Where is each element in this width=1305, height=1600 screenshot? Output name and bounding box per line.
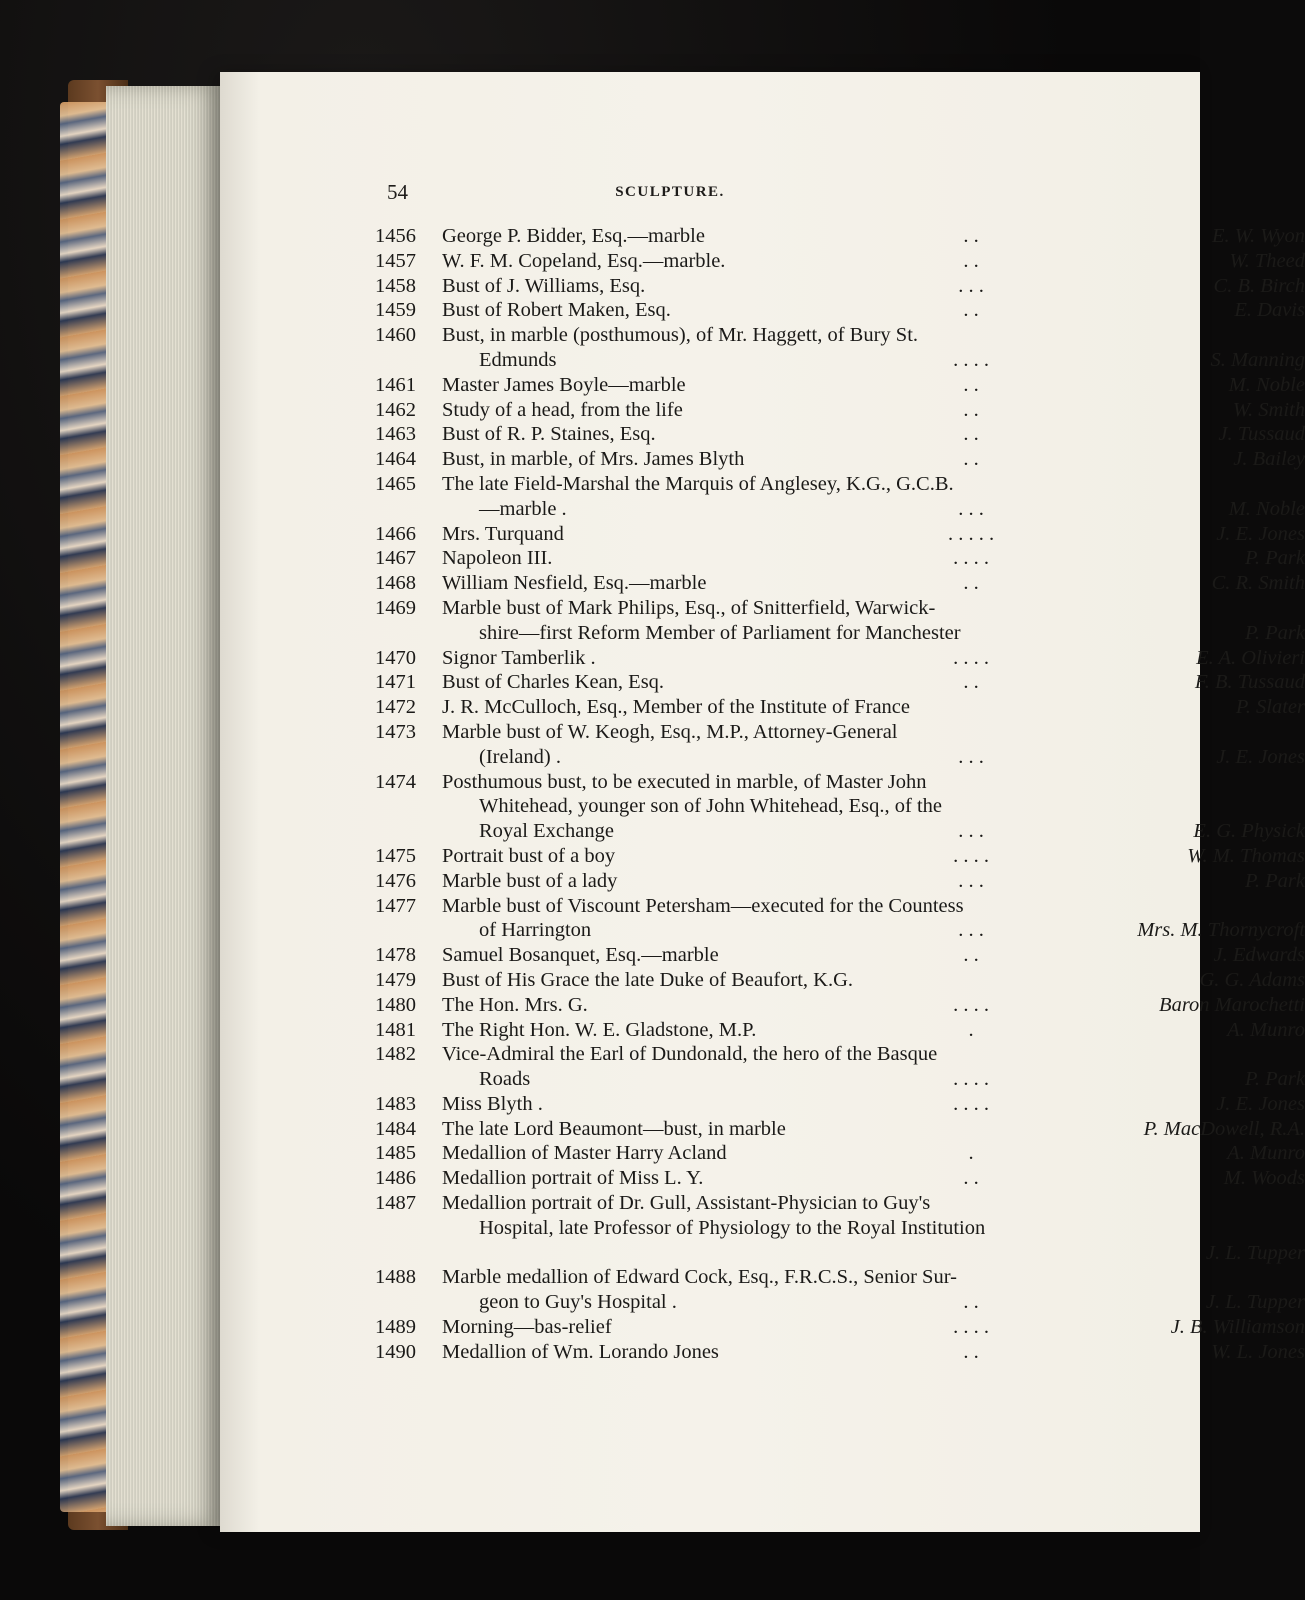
catalogue-entry bbox=[375, 571, 1305, 596]
artist-name: W. Smith bbox=[1232, 398, 1305, 421]
entry-description: Samuel Bosanquet, Esq.—marble bbox=[442, 944, 719, 967]
entry-body bbox=[442, 894, 1305, 944]
entry-number: 1477 bbox=[375, 894, 416, 917]
artist-name: E. A. Olivieri bbox=[1196, 646, 1305, 669]
entry-number: 1471 bbox=[375, 671, 416, 694]
catalogue-entry bbox=[375, 522, 1305, 547]
entry-number: 1476 bbox=[375, 869, 416, 892]
entry-line bbox=[442, 522, 1305, 547]
page-number: 54 bbox=[387, 180, 408, 204]
entry-description: of Harrington bbox=[479, 919, 592, 942]
entry-description: W. F. M. Copeland, Esq.—marble. bbox=[442, 249, 726, 272]
entry-description: Bust of Charles Kean, Esq. bbox=[442, 671, 665, 694]
entry-body bbox=[442, 869, 1305, 894]
entry-body bbox=[442, 1166, 1305, 1191]
entry-description: Medallion portrait of Miss L. Y. bbox=[442, 1167, 704, 1190]
catalogue-entry bbox=[375, 546, 1305, 571]
leader-dots: . . bbox=[963, 225, 979, 247]
leader-dots: . . . bbox=[958, 820, 984, 843]
catalogue-entry bbox=[375, 869, 1305, 894]
leader-dots: . . . . bbox=[953, 1316, 989, 1339]
entry-number: 1460 bbox=[375, 324, 416, 347]
catalogue-entry bbox=[375, 1315, 1305, 1340]
entry-number: 1488 bbox=[375, 1266, 416, 1289]
entry-description: Marble bust of a lady bbox=[442, 869, 618, 892]
catalogue-entry bbox=[375, 1117, 1305, 1142]
leader-dots: . . . . bbox=[953, 844, 989, 867]
entry-line bbox=[442, 1216, 1305, 1241]
entry-body bbox=[442, 596, 1305, 646]
entry-number: 1489 bbox=[375, 1316, 416, 1339]
leader-dots: . bbox=[968, 1018, 974, 1041]
entry-line bbox=[442, 323, 1305, 348]
entry-line bbox=[442, 670, 1305, 695]
entry-line bbox=[442, 770, 1305, 795]
catalogue-entry bbox=[375, 298, 1305, 323]
entry-description: —marble . bbox=[479, 497, 567, 520]
entry-body bbox=[442, 546, 1305, 571]
entry-line bbox=[442, 1315, 1305, 1340]
entry-line bbox=[442, 745, 1305, 770]
entry-line bbox=[442, 348, 1305, 373]
leader-dots: . . . bbox=[958, 745, 984, 768]
entry-number: 1469 bbox=[375, 596, 416, 619]
entry-line bbox=[442, 968, 1305, 993]
artist-name: J. E. Jones bbox=[1216, 522, 1305, 545]
leader-dots: . . bbox=[963, 1291, 979, 1314]
entry-description: Napoleon III. bbox=[442, 547, 553, 570]
catalogue-entry bbox=[375, 373, 1305, 398]
catalogue-entry bbox=[375, 1092, 1305, 1117]
entry-number: 1478 bbox=[375, 944, 416, 967]
artist-name: J. Tussaud bbox=[1218, 423, 1305, 446]
entry-line bbox=[442, 844, 1305, 869]
catalogue-entry bbox=[375, 224, 1305, 249]
entry-description: Hospital, late Professor of Physiology to the Royal Institution bbox=[479, 1216, 986, 1239]
entry-body bbox=[442, 1340, 1305, 1365]
entry-description: Edmunds bbox=[479, 348, 557, 371]
entry-line bbox=[442, 249, 1305, 274]
entry-description: Medallion portrait of Dr. Gull, Assistant-Physician to Guy's bbox=[442, 1192, 931, 1215]
catalogue-entry bbox=[375, 274, 1305, 299]
entry-line bbox=[442, 819, 1305, 844]
entry-description: George P. Bidder, Esq.—marble bbox=[442, 225, 705, 247]
entry-body bbox=[442, 646, 1305, 671]
page-block-edges bbox=[106, 86, 226, 1526]
entry-body bbox=[442, 993, 1305, 1018]
entry-line bbox=[442, 794, 1305, 819]
entry-description: J. R. McCulloch, Esq., Member of the Institute of France bbox=[442, 696, 910, 719]
entry-number: 1479 bbox=[375, 968, 416, 991]
entry-line bbox=[442, 373, 1305, 398]
entry-number: 1490 bbox=[375, 1340, 416, 1363]
entry-line bbox=[442, 422, 1305, 447]
entry-line bbox=[442, 720, 1305, 745]
entry-body bbox=[442, 1018, 1305, 1043]
entry-line bbox=[442, 398, 1305, 423]
catalogue-entry bbox=[375, 422, 1305, 447]
leader-dots: . . bbox=[963, 944, 979, 967]
catalogue-entry bbox=[375, 670, 1305, 695]
entry-number: 1480 bbox=[375, 993, 416, 1016]
catalogue-entry bbox=[375, 844, 1305, 869]
artist-name: J. Bailey bbox=[1233, 448, 1305, 471]
entry-body bbox=[442, 943, 1305, 968]
entry-line bbox=[442, 1092, 1305, 1117]
catalogue-entry bbox=[375, 646, 1305, 671]
entry-description: Bust, in marble (posthumous), of Mr. Haggett, of Bury St. bbox=[442, 324, 919, 347]
entry-line bbox=[442, 497, 1305, 522]
leader-dots: . . bbox=[963, 448, 979, 471]
leader-dots: . . . . . bbox=[947, 522, 995, 545]
artist-name: E. G. Physick bbox=[1193, 820, 1305, 843]
entry-body bbox=[442, 422, 1305, 447]
entry-line bbox=[442, 1191, 1305, 1216]
entry-description: Master James Boyle—marble bbox=[442, 373, 686, 396]
entry-description: Bust of Robert Maken, Esq. bbox=[442, 299, 671, 322]
entry-body bbox=[442, 1092, 1305, 1117]
entry-body bbox=[442, 1315, 1305, 1340]
entry-line bbox=[442, 1018, 1305, 1043]
entry-body bbox=[442, 770, 1305, 844]
artist-name: W. Theed bbox=[1229, 249, 1305, 272]
leader-dots: . . . . bbox=[953, 1068, 989, 1091]
catalogue-entry bbox=[375, 447, 1305, 472]
artist-name: Mrs. M. Thornycroft bbox=[1137, 919, 1305, 942]
catalogue-entry bbox=[375, 770, 1305, 844]
artist-name: M. Noble bbox=[1228, 373, 1305, 396]
artist-name: M. Woods bbox=[1223, 1167, 1305, 1190]
entry-number: 1481 bbox=[375, 1018, 416, 1041]
entry-body bbox=[442, 1042, 1305, 1092]
artist-name: E. Davis bbox=[1234, 299, 1305, 322]
entry-body bbox=[442, 695, 1305, 720]
entry-line bbox=[442, 1141, 1305, 1166]
leader-dots: . . . bbox=[958, 274, 984, 297]
entry-body bbox=[442, 670, 1305, 695]
leader-dots: . . . . bbox=[953, 646, 989, 669]
entry-line bbox=[442, 646, 1305, 671]
artist-name: W. M. Thomas bbox=[1187, 844, 1305, 867]
entry-number: 1487 bbox=[375, 1192, 416, 1215]
entry-description: Marble bust of Mark Philips, Esq., of Snitterfield, Warwick- bbox=[442, 596, 936, 619]
entry-line bbox=[442, 1067, 1305, 1092]
leader-dots: . . . bbox=[958, 919, 984, 942]
artist-name: M. Noble bbox=[1228, 497, 1305, 520]
catalogue-entry bbox=[375, 894, 1305, 944]
entry-number: 1459 bbox=[375, 299, 416, 322]
entry-line bbox=[442, 1265, 1305, 1290]
entry-number: 1456 bbox=[375, 225, 416, 247]
entry-description: Vice-Admiral the Earl of Dundonald, the hero of the Basque bbox=[442, 1043, 938, 1066]
entry-description: The Hon. Mrs. G. bbox=[442, 993, 588, 1016]
entry-line bbox=[442, 621, 1305, 646]
entry-description: Miss Blyth . bbox=[442, 1092, 543, 1115]
entry-line bbox=[442, 943, 1305, 968]
marbled-endpaper bbox=[60, 102, 110, 1512]
artist-name: J. B. Williamson bbox=[1170, 1316, 1305, 1339]
entry-line bbox=[442, 472, 1305, 497]
artist-name: A. Munro bbox=[1227, 1142, 1305, 1165]
entry-body bbox=[442, 968, 1305, 993]
entry-number: 1462 bbox=[375, 398, 416, 421]
artist-name: F. B. Tussaud bbox=[1194, 671, 1305, 694]
leader-dots: . . . bbox=[958, 497, 984, 520]
artist-name: J. Edwards bbox=[1213, 944, 1305, 967]
artist-name: C. R. Smith bbox=[1211, 572, 1305, 595]
running-head: SCULPTURE. bbox=[615, 184, 725, 200]
entry-line bbox=[442, 224, 1305, 249]
entry-description: Whitehead, younger son of John Whitehead, Esq., of the bbox=[479, 795, 943, 818]
entry-description: geon to Guy's Hospital . bbox=[479, 1291, 677, 1314]
leader-dots: . . . . bbox=[953, 993, 989, 1016]
entry-number: 1482 bbox=[375, 1043, 416, 1066]
entry-description: Bust of J. Williams, Esq. bbox=[442, 274, 646, 297]
entry-description: Mrs. Turquand bbox=[442, 522, 564, 545]
entry-body bbox=[442, 224, 1305, 249]
leader-dots: . . bbox=[963, 398, 979, 421]
artist-name: Baron Marochetti bbox=[1159, 993, 1305, 1016]
catalogue-entry bbox=[375, 1166, 1305, 1191]
catalogue-entry bbox=[375, 968, 1305, 993]
catalogue-entry bbox=[375, 1042, 1305, 1092]
entry-description: Posthumous bust, to be executed in marble, of Master John bbox=[442, 770, 927, 793]
artist-name: J. L. Tupper bbox=[1205, 1291, 1305, 1314]
catalogue-entry bbox=[375, 993, 1305, 1018]
leader-dots: . . bbox=[963, 299, 979, 322]
entry-number: 1473 bbox=[375, 720, 416, 743]
entry-description: Royal Exchange bbox=[479, 820, 614, 843]
open-book bbox=[60, 72, 1305, 1532]
catalogue-entry bbox=[375, 398, 1305, 423]
entry-description: Bust of R. P. Staines, Esq. bbox=[442, 423, 656, 446]
entry-description: Roads bbox=[479, 1068, 531, 1091]
entry-number: 1464 bbox=[375, 448, 416, 471]
entry-body bbox=[442, 447, 1305, 472]
entry-number: 1463 bbox=[375, 423, 416, 446]
leader-dots: . . . . bbox=[953, 348, 989, 371]
leader-dots: . . bbox=[963, 423, 979, 446]
entry-body bbox=[442, 844, 1305, 869]
entry-line bbox=[442, 596, 1305, 621]
artist-name: P. Park bbox=[1245, 621, 1305, 644]
artist-name: E. W. Wyon bbox=[1211, 225, 1305, 247]
entry-description: Bust, in marble, of Mrs. James Blyth bbox=[442, 448, 745, 471]
entry-line bbox=[442, 571, 1305, 596]
artist-name: P. Slater bbox=[1235, 696, 1305, 719]
entry-description: shire—first Reform Member of Parliament for Manchester bbox=[479, 621, 961, 644]
entry-number: 1457 bbox=[375, 249, 416, 272]
entry-description: The late Lord Beaumont—bust, in marble bbox=[442, 1117, 786, 1140]
entry-line bbox=[442, 1117, 1305, 1142]
leader-dots: . . bbox=[963, 249, 979, 272]
leader-dots: . . . bbox=[958, 869, 984, 892]
entry-description: Signor Tamberlik . bbox=[442, 646, 596, 669]
entry-body bbox=[442, 1265, 1305, 1315]
entry-body bbox=[442, 373, 1305, 398]
entry-description: Bust of His Grace the late Duke of Beaufort, K.G. bbox=[442, 968, 854, 991]
artist-name: J. E. Jones bbox=[1216, 1092, 1305, 1115]
catalogue-entry bbox=[375, 249, 1305, 274]
entry-description: Medallion of Wm. Lorando Jones bbox=[442, 1340, 719, 1363]
entry-description: Marble bust of Viscount Petersham—executed for the Countess bbox=[442, 894, 964, 917]
leader-dots: . . bbox=[963, 1340, 979, 1363]
entry-number: 1461 bbox=[375, 373, 416, 396]
entry-description: Marble medallion of Edward Cock, Esq., F.R.C.S., Senior Sur- bbox=[442, 1266, 957, 1289]
entry-body bbox=[442, 1117, 1305, 1142]
entry-line bbox=[442, 1290, 1305, 1315]
entry-description: Morning—bas-relief bbox=[442, 1316, 612, 1339]
leader-dots: . . bbox=[963, 572, 979, 595]
entry-body bbox=[442, 472, 1305, 522]
entry-number: 1465 bbox=[375, 472, 416, 495]
entry-description: Medallion of Master Harry Acland bbox=[442, 1142, 727, 1165]
book-page bbox=[220, 72, 1305, 1532]
entry-body bbox=[442, 522, 1305, 547]
entry-line bbox=[442, 298, 1305, 323]
entry-description: William Nesfield, Esq.—marble bbox=[442, 572, 707, 595]
entry-description: The late Field-Marshal the Marquis of Anglesey, K.G., G.C.B. bbox=[442, 472, 954, 495]
artist-name: J. E. Jones bbox=[1216, 745, 1305, 768]
leader-dots: . . . . bbox=[953, 1092, 989, 1115]
entry-line bbox=[442, 894, 1305, 919]
entry-number: 1486 bbox=[375, 1167, 416, 1190]
entry-number: 1470 bbox=[375, 646, 416, 669]
entry-description: Portrait bust of a boy bbox=[442, 844, 616, 867]
catalogue-entry bbox=[375, 1191, 1305, 1265]
entry-line bbox=[442, 1241, 1305, 1266]
catalogue-entry bbox=[375, 943, 1305, 968]
entry-description: Marble bust of W. Keogh, Esq., M.P., Attorney-General bbox=[442, 720, 898, 743]
artist-name: P. Park bbox=[1245, 1068, 1305, 1091]
entry-description: The Right Hon. W. E. Gladstone, M.P. bbox=[442, 1018, 757, 1041]
entry-line bbox=[442, 274, 1305, 299]
entry-number: 1485 bbox=[375, 1142, 416, 1165]
catalogue-entry bbox=[375, 695, 1305, 720]
entry-number: 1467 bbox=[375, 547, 416, 570]
entry-body bbox=[442, 398, 1305, 423]
catalogue-entry bbox=[375, 720, 1305, 770]
entry-line bbox=[442, 869, 1305, 894]
entry-line bbox=[442, 1340, 1305, 1365]
artist-name: J. L. Tupper bbox=[1205, 1241, 1305, 1264]
catalogue-entry bbox=[375, 323, 1305, 373]
entry-description: Study of a head, from the life bbox=[442, 398, 683, 421]
catalogue-entry bbox=[375, 1141, 1305, 1166]
entry-number: 1484 bbox=[375, 1117, 416, 1140]
entry-body bbox=[442, 571, 1305, 596]
artist-name: A. Munro bbox=[1227, 1018, 1305, 1041]
catalogue-entry bbox=[375, 596, 1305, 646]
entry-body bbox=[442, 249, 1305, 274]
artist-name: P. Park bbox=[1245, 869, 1305, 892]
entry-description: (Ireland) . bbox=[479, 745, 561, 768]
entry-body bbox=[442, 274, 1305, 299]
entry-number: 1466 bbox=[375, 522, 416, 545]
catalogue-entry bbox=[375, 1265, 1305, 1315]
entry-number: 1468 bbox=[375, 572, 416, 595]
entry-body bbox=[442, 1191, 1305, 1265]
catalogue-entry-list bbox=[375, 224, 1305, 1365]
artist-name: P. Park bbox=[1245, 547, 1305, 570]
entry-line bbox=[442, 1042, 1305, 1067]
entry-line bbox=[442, 1166, 1305, 1191]
entry-line bbox=[442, 993, 1305, 1018]
entry-body bbox=[442, 323, 1305, 373]
artist-name: P. MacDowell, R.A. bbox=[1143, 1117, 1305, 1140]
artist-name: G. G. Adams bbox=[1199, 968, 1305, 991]
entry-number: 1458 bbox=[375, 274, 416, 297]
leader-dots: . bbox=[968, 1142, 974, 1165]
entry-body bbox=[442, 298, 1305, 323]
entry-line bbox=[442, 695, 1305, 720]
entry-number: 1475 bbox=[375, 844, 416, 867]
entry-number: 1483 bbox=[375, 1092, 416, 1115]
leader-dots: . . . . bbox=[953, 547, 989, 570]
entry-number: 1472 bbox=[375, 696, 416, 719]
entry-body bbox=[442, 720, 1305, 770]
entry-line bbox=[442, 918, 1305, 943]
catalogue-entry bbox=[375, 472, 1305, 522]
entry-line bbox=[442, 447, 1305, 472]
artist-name: S. Manning bbox=[1210, 348, 1305, 371]
leader-dots: . . bbox=[963, 373, 979, 396]
artist-name: C. B. Birch bbox=[1213, 274, 1305, 297]
catalogue-entry bbox=[375, 1018, 1305, 1043]
leader-dots: . . bbox=[963, 1167, 979, 1190]
catalogue-entry bbox=[375, 1340, 1305, 1365]
artist-name: W. L. Jones bbox=[1211, 1340, 1305, 1363]
entry-number: 1474 bbox=[375, 770, 416, 793]
entry-line bbox=[442, 546, 1305, 571]
leader-dots: . . bbox=[963, 671, 979, 694]
entry-body bbox=[442, 1141, 1305, 1166]
